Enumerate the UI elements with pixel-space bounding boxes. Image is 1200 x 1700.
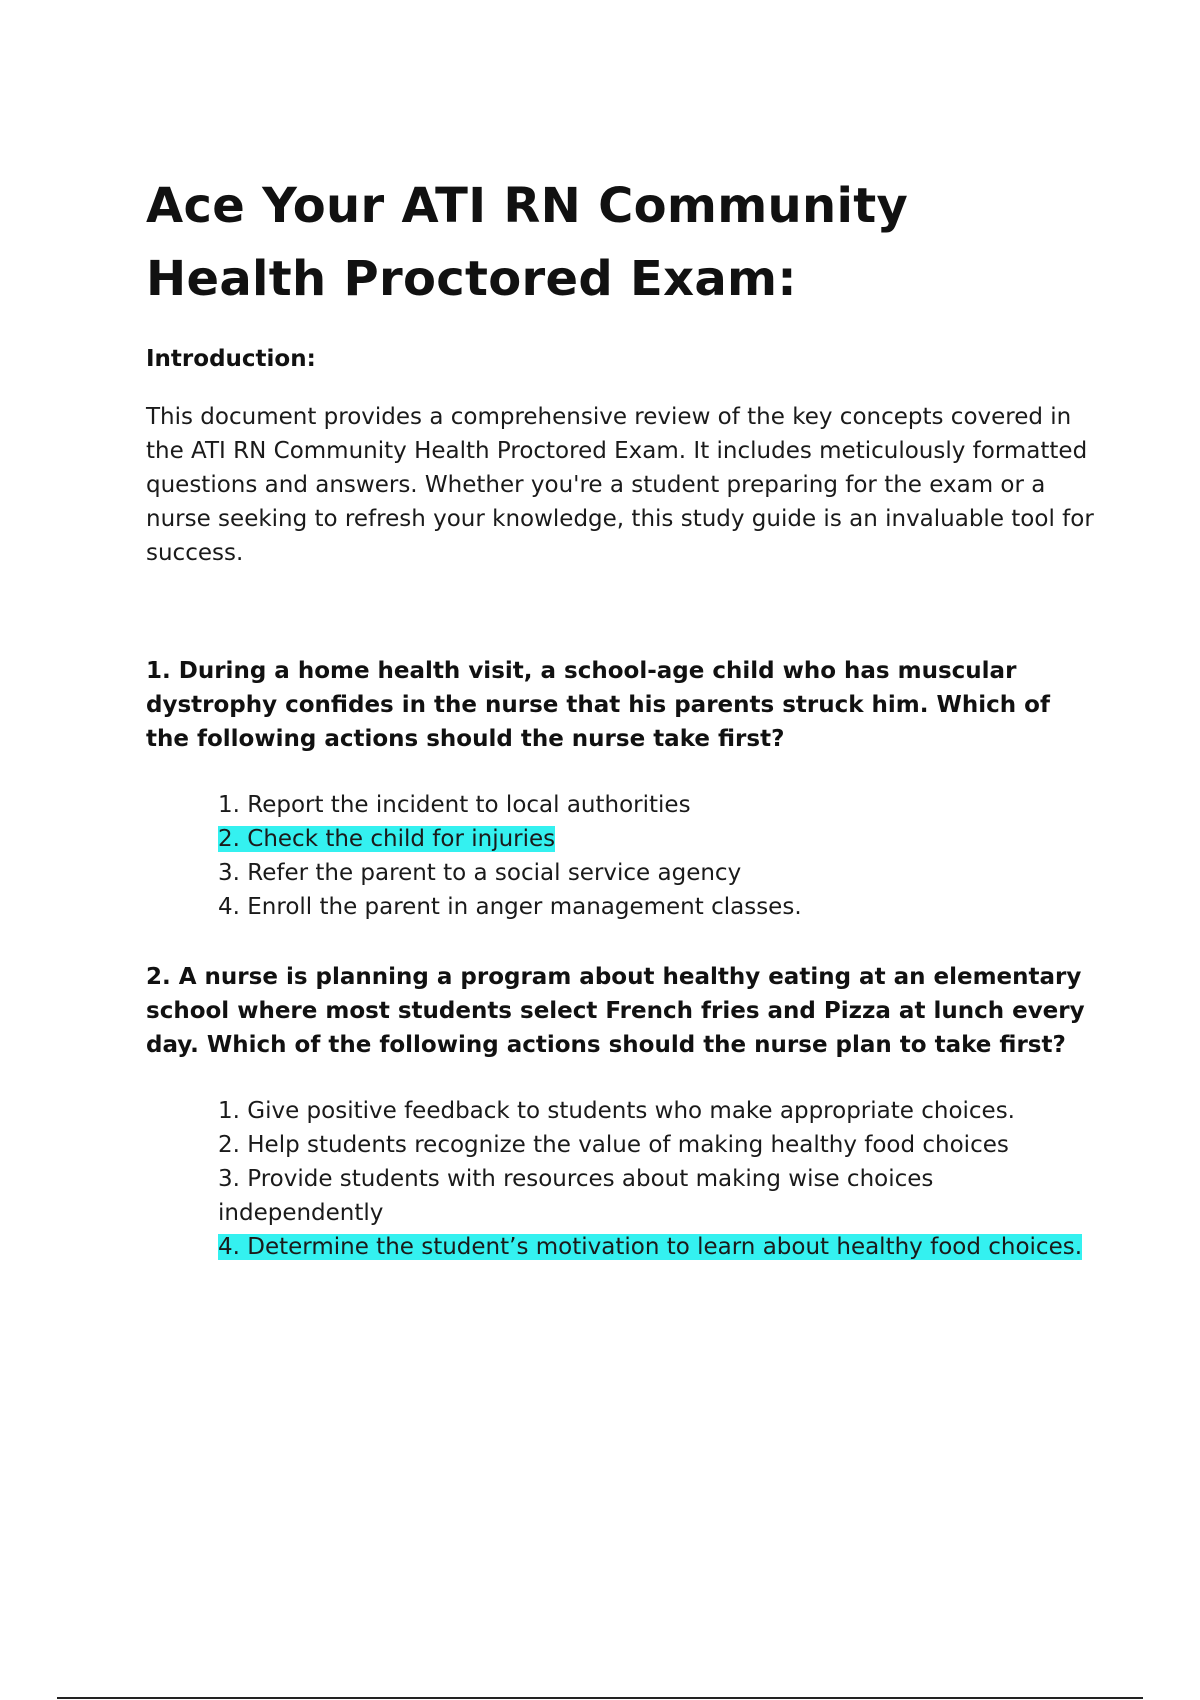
document-page — [146, 170, 1096, 1264]
question-2-options — [218, 1094, 1096, 1264]
question-2-option-3 — [218, 1162, 1096, 1230]
highlighted-answer: 4. Determine the student’s motivation to learn about healthy food choices. — [218, 1234, 1083, 1260]
question-2-option-1 — [218, 1094, 1096, 1128]
option-text: 3. Provide students with resources about making wise choices independently — [218, 1166, 934, 1226]
question-1: 1. During a home health visit, a school-age child who has muscular dystrophy confides in the nurse that his parents struck him. Which of the following actions should the nurse take first? — [146, 658, 1050, 752]
question-1-option-2-answer — [218, 822, 1096, 856]
document-title: Ace Your ATI RN Community Health Proctored Exam: — [146, 178, 909, 307]
question-2-option-2 — [218, 1128, 1096, 1162]
question-2-option-4-answer — [218, 1230, 1096, 1264]
option-text: 1. Give positive feedback to students who make appropriate choices. — [218, 1098, 1015, 1124]
intro-heading: Introduction: — [146, 346, 316, 372]
intro-paragraph: This document provides a comprehensive review of the key concepts covered in the ATI RN Community Health Proctored Exam. It includes meticulously formatted questions and answers. Whether you're a student preparing for the exam or a nurse seeking to refresh your knowledge, this study guide is an invaluable tool for success. — [146, 404, 1094, 566]
option-text: 2. Help students recognize the value of making healthy food choices — [218, 1132, 1009, 1158]
option-text: 4. Enroll the parent in anger management classes. — [218, 894, 802, 920]
option-text: 1. Report the incident to local authorities — [218, 792, 691, 818]
question-1-option-3 — [218, 856, 1096, 890]
question-1-options — [218, 788, 1096, 924]
highlighted-answer: 2. Check the child for injuries — [218, 826, 556, 852]
question-2: 2. A nurse is planning a program about healthy eating at an elementary school where most students select French fries and Pizza at lunch every day. Which of the following actions should the nurse plan to take first? — [146, 964, 1085, 1058]
footer-divider — [57, 1697, 1143, 1699]
question-1-option-4 — [218, 890, 1096, 924]
option-text: 3. Refer the parent to a social service agency — [218, 860, 742, 886]
question-1-option-1 — [218, 788, 1096, 822]
